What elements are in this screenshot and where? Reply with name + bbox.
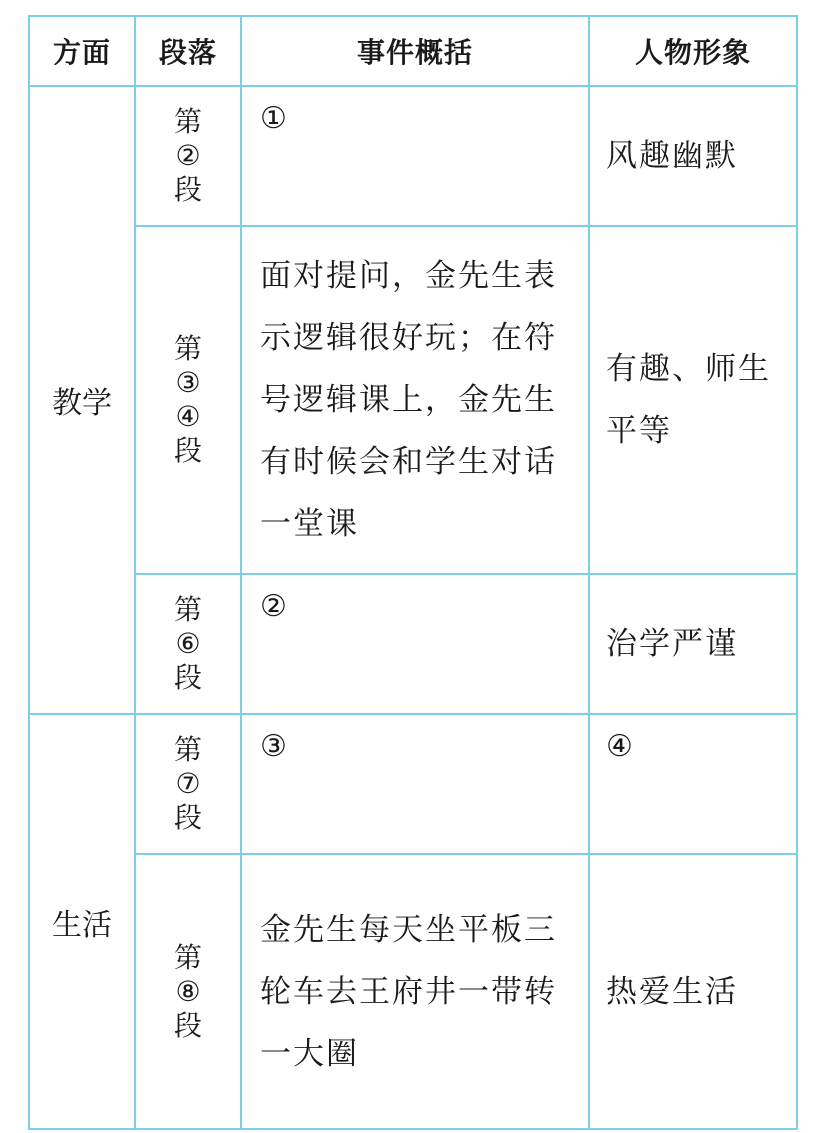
- para-number: ⑥: [175, 627, 201, 660]
- event-cell: 金先生每天坐平板三轮车去王府井一带转一大圈: [241, 854, 589, 1129]
- table-row: [29, 226, 797, 574]
- event-cell: 面对提问，金先生表示逻辑很好玩；在符号逻辑课上，金先生有时候会和学生对话一堂课: [241, 226, 589, 574]
- image-cell: 有趣、师生平等: [589, 226, 797, 574]
- paragraph-cell: [135, 86, 241, 226]
- para-label: 第: [173, 940, 202, 974]
- aspect-teaching: 教学: [29, 86, 135, 714]
- event-blank-2: ②: [241, 574, 589, 714]
- aspect-life: 生活: [29, 714, 135, 1129]
- paragraph-cell: [135, 714, 241, 854]
- table-header-row: [29, 16, 797, 86]
- image-cell: 风趣幽默: [589, 86, 797, 226]
- table-row: [29, 574, 797, 714]
- image-blank-4: ④: [589, 714, 797, 854]
- paragraph-cell: [135, 226, 241, 574]
- table-row: [29, 86, 797, 226]
- header-paragraph: 段落: [135, 16, 241, 86]
- event-blank-3: ③: [241, 714, 589, 854]
- table-row: [29, 854, 797, 1129]
- paragraph-cell: [135, 854, 241, 1129]
- para-label: 段: [173, 173, 202, 206]
- para-number: ③: [175, 366, 201, 399]
- para-label: 第: [173, 593, 202, 626]
- table-row: [29, 714, 797, 854]
- para-number: ②: [175, 139, 201, 172]
- header-aspect: 方面: [29, 16, 135, 86]
- image-cell: 治学严谨: [589, 574, 797, 714]
- header-event-summary: 事件概括: [241, 16, 589, 86]
- para-number: ④: [175, 400, 201, 433]
- para-label: 段: [173, 1008, 202, 1042]
- para-number: ⑧: [175, 974, 201, 1008]
- header-character-image: 人物形象: [589, 16, 797, 86]
- para-number: ⑦: [175, 767, 201, 800]
- para-label: 段: [173, 434, 202, 467]
- para-label: 段: [173, 661, 202, 694]
- para-label: 第: [173, 733, 202, 766]
- para-label: 第: [173, 332, 202, 365]
- event-blank-1: ①: [241, 86, 589, 226]
- image-cell: 热爱生活: [589, 854, 797, 1129]
- para-label: 第: [173, 105, 202, 138]
- summary-table: [28, 15, 796, 1130]
- paragraph-cell: [135, 574, 241, 714]
- para-label: 段: [173, 801, 202, 834]
